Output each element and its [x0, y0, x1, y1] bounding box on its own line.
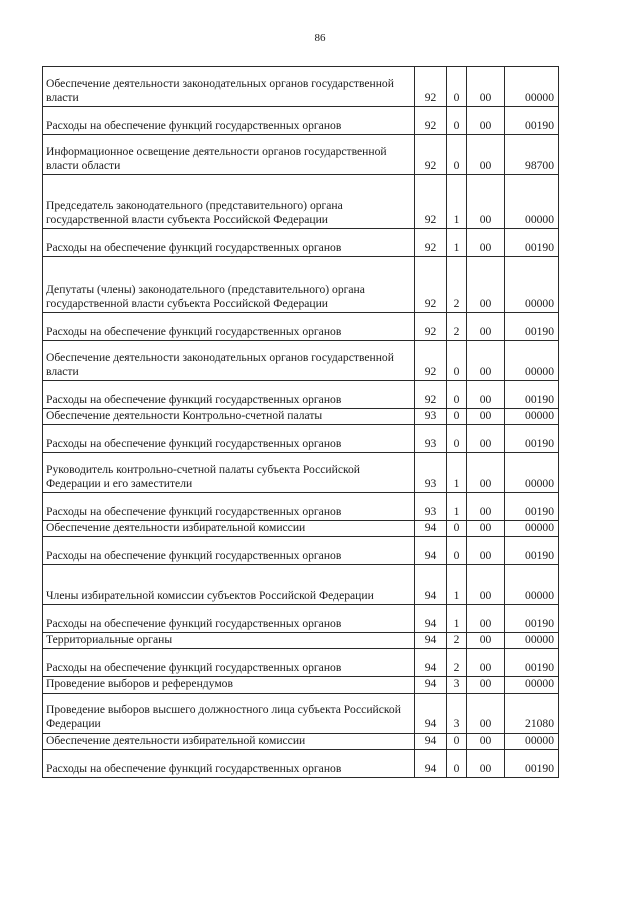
table-row: [43, 649, 559, 677]
item-name-cell: Информационное освещение деятельности органов государственной власти области: [43, 135, 415, 175]
code-cell-2: 0: [447, 537, 467, 565]
code-cell-4: 00190: [505, 493, 559, 521]
code-cell-3: 00: [467, 649, 505, 677]
item-name-cell: Расходы на обеспечение функций государственных органов: [43, 107, 415, 135]
item-name-cell: Расходы на обеспечение функций государственных органов: [43, 605, 415, 633]
code-cell-4: 00190: [505, 313, 559, 341]
code-cell-2: 3: [447, 693, 467, 733]
item-name-cell: Депутаты (члены) законодательного (представительного) органа государственной власти субъекта Российской Федерации: [43, 257, 415, 313]
table-row: [43, 605, 559, 633]
code-cell-3: 00: [467, 521, 505, 537]
table-row: [43, 677, 559, 693]
item-name-cell: Руководитель контрольно-счетной палаты субъекта Российской Федерации и его заместители: [43, 453, 415, 493]
table-row: [43, 565, 559, 605]
item-name-cell: Расходы на обеспечение функций государственных органов: [43, 313, 415, 341]
code-cell-4: 00190: [505, 107, 559, 135]
item-name-cell: Председатель законодательного (представительного) органа государственной власти субъекта Российской Федерации: [43, 175, 415, 229]
code-cell-2: 2: [447, 649, 467, 677]
code-cell-4: 00190: [505, 381, 559, 409]
code-cell-2: 1: [447, 229, 467, 257]
item-name-cell: Расходы на обеспечение функций государственных органов: [43, 749, 415, 777]
item-name-cell: Расходы на обеспечение функций государственных органов: [43, 493, 415, 521]
item-name-cell: Проведение выборов и референдумов: [43, 677, 415, 693]
code-cell-4: 00000: [505, 453, 559, 493]
code-cell-3: 00: [467, 749, 505, 777]
code-cell-1: 94: [415, 733, 447, 749]
code-cell-3: 00: [467, 409, 505, 425]
item-name-cell: Территориальные органы: [43, 633, 415, 649]
code-cell-3: 00: [467, 341, 505, 381]
item-name-cell: Расходы на обеспечение функций государственных органов: [43, 381, 415, 409]
code-cell-2: 0: [447, 521, 467, 537]
code-cell-1: 92: [415, 107, 447, 135]
code-cell-2: 1: [447, 565, 467, 605]
item-name-cell: Расходы на обеспечение функций государственных органов: [43, 425, 415, 453]
code-cell-4: 00000: [505, 175, 559, 229]
item-name-cell: Обеспечение деятельности Контрольно-счетной палаты: [43, 409, 415, 425]
table-row: [43, 257, 559, 313]
table-row: [43, 175, 559, 229]
code-cell-1: 94: [415, 605, 447, 633]
code-cell-1: 93: [415, 409, 447, 425]
code-cell-1: 94: [415, 633, 447, 649]
code-cell-3: 00: [467, 67, 505, 107]
code-cell-1: 92: [415, 175, 447, 229]
table-row: [43, 537, 559, 565]
code-cell-4: 00190: [505, 605, 559, 633]
code-cell-4: 00190: [505, 537, 559, 565]
table-row: [43, 229, 559, 257]
code-cell-2: 0: [447, 733, 467, 749]
code-cell-3: 00: [467, 493, 505, 521]
table-row: [43, 381, 559, 409]
code-cell-3: 00: [467, 135, 505, 175]
code-cell-3: 00: [467, 537, 505, 565]
code-cell-1: 92: [415, 135, 447, 175]
code-cell-3: 00: [467, 175, 505, 229]
code-cell-3: 00: [467, 425, 505, 453]
code-cell-1: 92: [415, 257, 447, 313]
table-row: [43, 521, 559, 537]
code-cell-1: 93: [415, 425, 447, 453]
code-cell-1: 94: [415, 649, 447, 677]
code-cell-1: 92: [415, 313, 447, 341]
code-cell-2: 0: [447, 135, 467, 175]
code-cell-1: 93: [415, 493, 447, 521]
table-row: [43, 313, 559, 341]
code-cell-1: 94: [415, 521, 447, 537]
code-cell-4: 00000: [505, 677, 559, 693]
code-cell-4: 00000: [505, 733, 559, 749]
code-cell-3: 00: [467, 605, 505, 633]
code-cell-4: 00000: [505, 67, 559, 107]
item-name-cell: Члены избирательной комиссии субъектов Российской Федерации: [43, 565, 415, 605]
code-cell-2: 1: [447, 175, 467, 229]
item-name-cell: Обеспечение деятельности избирательной комиссии: [43, 521, 415, 537]
code-cell-4: 21080: [505, 693, 559, 733]
code-cell-1: 92: [415, 229, 447, 257]
table-row: [43, 493, 559, 521]
code-cell-3: 00: [467, 733, 505, 749]
code-cell-2: 0: [447, 381, 467, 409]
table-row: [43, 693, 559, 733]
code-cell-4: 00000: [505, 341, 559, 381]
code-cell-1: 93: [415, 453, 447, 493]
code-cell-1: 94: [415, 677, 447, 693]
table-row: [43, 749, 559, 777]
code-cell-3: 00: [467, 693, 505, 733]
item-name-cell: Расходы на обеспечение функций государственных органов: [43, 537, 415, 565]
code-cell-1: 94: [415, 749, 447, 777]
code-cell-3: 00: [467, 677, 505, 693]
code-cell-1: 92: [415, 341, 447, 381]
item-name-cell: Обеспечение деятельности законодательных органов государственной власти: [43, 67, 415, 107]
code-cell-4: 00190: [505, 229, 559, 257]
budget-classification-table: [42, 66, 559, 778]
table-row: [43, 107, 559, 135]
code-cell-3: 00: [467, 229, 505, 257]
code-cell-2: 0: [447, 425, 467, 453]
code-cell-3: 00: [467, 381, 505, 409]
code-cell-2: 2: [447, 633, 467, 649]
code-cell-2: 3: [447, 677, 467, 693]
code-cell-4: 00000: [505, 565, 559, 605]
table-row: [43, 425, 559, 453]
code-cell-1: 94: [415, 565, 447, 605]
table-row: [43, 633, 559, 649]
code-cell-4: 00190: [505, 749, 559, 777]
code-cell-2: 1: [447, 453, 467, 493]
code-cell-2: 0: [447, 107, 467, 135]
code-cell-4: 00000: [505, 633, 559, 649]
code-cell-2: 2: [447, 257, 467, 313]
item-name-cell: Обеспечение деятельности избирательной комиссии: [43, 733, 415, 749]
code-cell-3: 00: [467, 453, 505, 493]
table-row: [43, 341, 559, 381]
code-cell-1: 94: [415, 537, 447, 565]
code-cell-2: 1: [447, 493, 467, 521]
code-cell-2: 1: [447, 605, 467, 633]
table-body: [43, 67, 559, 778]
table-row: [43, 135, 559, 175]
item-name-cell: Проведение выборов высшего должностного лица субъекта Российской Федерации: [43, 693, 415, 733]
item-name-cell: Расходы на обеспечение функций государственных органов: [43, 229, 415, 257]
code-cell-1: 94: [415, 693, 447, 733]
code-cell-2: 0: [447, 409, 467, 425]
code-cell-3: 00: [467, 565, 505, 605]
table-row: [43, 453, 559, 493]
code-cell-3: 00: [467, 257, 505, 313]
code-cell-2: 2: [447, 313, 467, 341]
page-number: 86: [314, 32, 326, 44]
code-cell-1: 92: [415, 67, 447, 107]
code-cell-4: 00190: [505, 425, 559, 453]
table-row: [43, 67, 559, 107]
code-cell-4: 00000: [505, 257, 559, 313]
table-row: [43, 409, 559, 425]
code-cell-4: 00000: [505, 409, 559, 425]
code-cell-3: 00: [467, 633, 505, 649]
code-cell-2: 0: [447, 749, 467, 777]
code-cell-1: 92: [415, 381, 447, 409]
table-row: [43, 733, 559, 749]
code-cell-3: 00: [467, 107, 505, 135]
item-name-cell: Расходы на обеспечение функций государственных органов: [43, 649, 415, 677]
code-cell-3: 00: [467, 313, 505, 341]
item-name-cell: Обеспечение деятельности законодательных органов государственной власти: [43, 341, 415, 381]
code-cell-4: 98700: [505, 135, 559, 175]
code-cell-2: 0: [447, 67, 467, 107]
code-cell-2: 0: [447, 341, 467, 381]
code-cell-4: 00000: [505, 521, 559, 537]
code-cell-4: 00190: [505, 649, 559, 677]
